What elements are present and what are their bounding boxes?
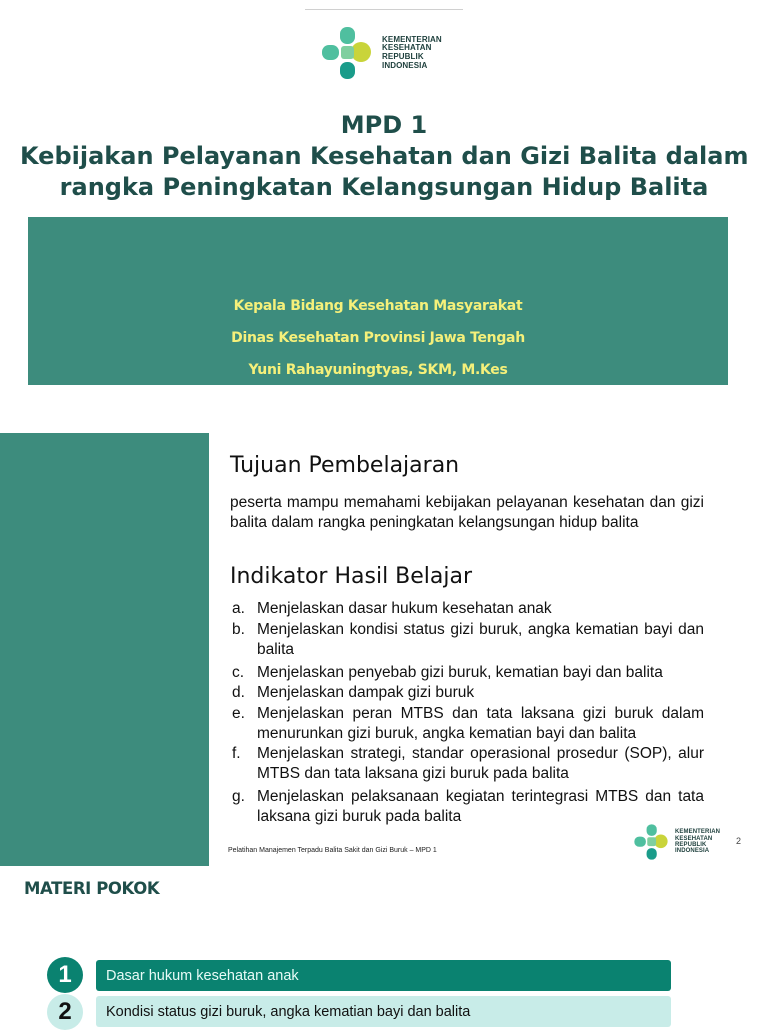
logo-line: KESEHATAN	[382, 43, 432, 53]
materi-item-2: Kondisi status gizi buruk, angka kematian bayi dan balita	[96, 996, 671, 1027]
indikator-heading: Indikator Hasil Belajar	[230, 564, 473, 589]
tujuan-text: peserta mampu memahami kebijakan pelayanan kesehatan dan gizi balita dalam rangka peningkatan kelangsungan hidup balita	[230, 494, 704, 531]
kemenkes-logo-icon	[633, 822, 671, 862]
title-line-code: MPD 1	[340, 111, 428, 139]
list-item: e. Menjelaskan peran MTBS dan tata laksana gizi buruk dalam menurunkan gizi buruk, angka kematian bayi dan balita	[232, 704, 704, 742]
top-divider	[305, 9, 463, 10]
list-item: b. Menjelaskan kondisi status gizi buruk, angka kematian bayi dan balita	[232, 620, 704, 658]
list-item: f. Menjelaskan strategi, standar operasional prosedur (SOP), alur MTBS dan tata laksana gizi buruk pada balita	[232, 745, 704, 782]
title-line: Kebijakan Pelayanan Kesehatan dan Gizi Balita dalam	[20, 142, 749, 170]
kemenkes-logo-icon	[320, 24, 376, 82]
list-item: c. Menjelaskan penyebab gizi buruk, kematian bayi dan balita	[232, 663, 663, 681]
logo-line: KESEHATAN	[675, 835, 713, 842]
logo-line: KEMENTERIAN	[382, 34, 442, 44]
page-number: 2	[736, 836, 742, 846]
presenter-name: Yuni Rahayuningtyas, SKM, M.Kes	[248, 362, 508, 378]
logo-line: KEMENTERIAN	[675, 829, 721, 836]
presenter-position: Kepala Bidang Kesehatan Masyarakat	[233, 298, 523, 314]
materi-item-1: Dasar hukum kesehatan anak	[96, 960, 671, 991]
slide-title	[20, 110, 748, 203]
title-line: rangka Peningkatan Kelangsungan Hidup Balita	[59, 173, 709, 201]
tujuan-heading: Tujuan Pembelajaran	[230, 453, 460, 478]
logo-line: INDONESIA	[382, 60, 428, 70]
footer-note: Pelatihan Manajemen Terpadu Balita Sakit dan Gizi Buruk – MPD 1	[228, 847, 437, 854]
materi-number-2: 2	[47, 994, 83, 1030]
logo-line: REPUBLIK	[675, 842, 707, 848]
materi-number-1: 1	[47, 957, 83, 993]
presenter-banner	[28, 217, 728, 385]
list-item: d. Menjelaskan dampak gizi buruk	[232, 684, 475, 701]
presenter-institution: Dinas Kesehatan Provinsi Jawa Tengah	[231, 330, 525, 346]
kemenkes-logo-small	[633, 822, 720, 862]
list-item: a. Menjelaskan dasar hukum kesehatan anak	[232, 600, 552, 617]
logo-line: REPUBLIK	[382, 52, 424, 61]
side-panel	[0, 433, 209, 866]
kemenkes-logo	[320, 24, 442, 82]
list-item: g. Menjelaskan pelaksanaan kegiatan terintegrasi MTBS dan tata laksana gizi buruk pada balita	[232, 788, 704, 825]
materi-heading: MATERI POKOK	[24, 879, 160, 898]
logo-line: INDONESIA	[675, 848, 710, 855]
indikator-list	[232, 599, 704, 828]
